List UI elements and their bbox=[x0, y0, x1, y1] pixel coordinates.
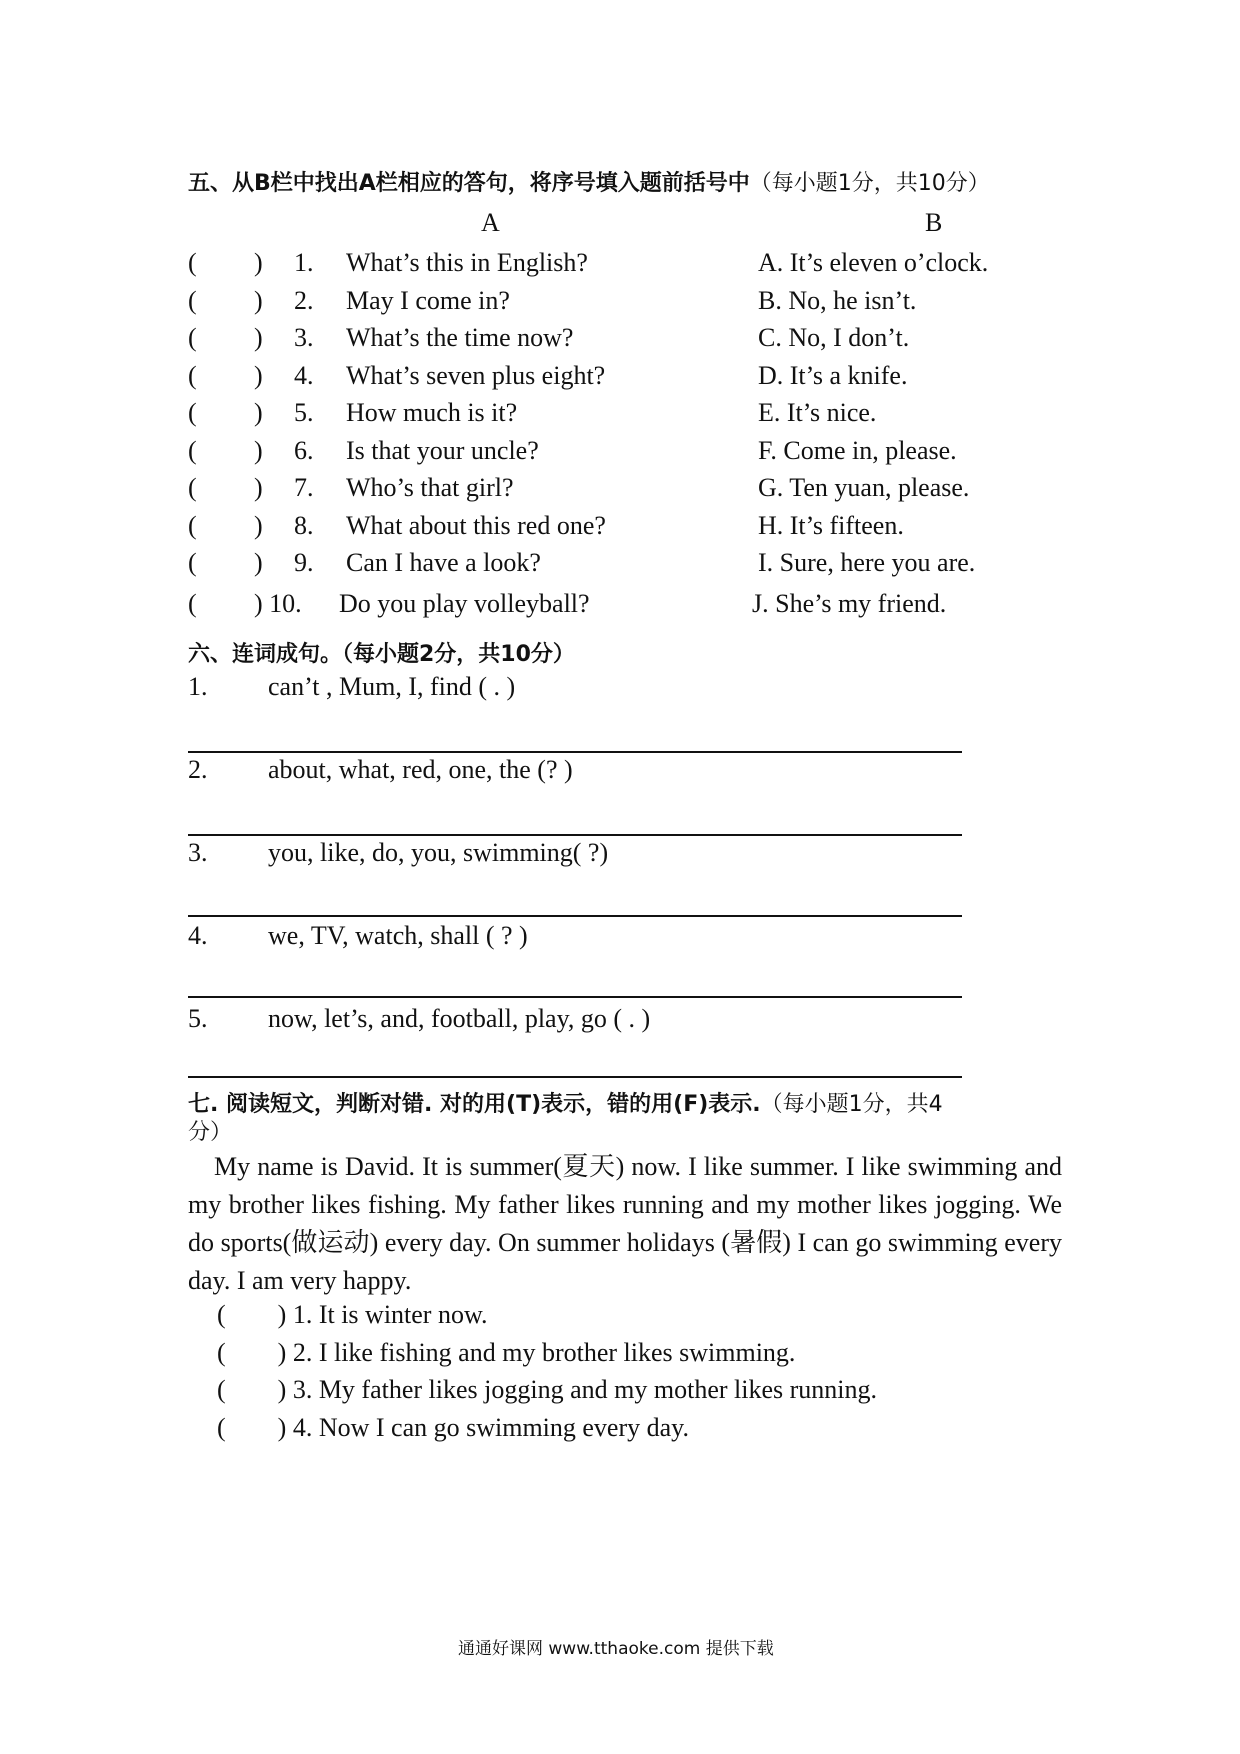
answer-option: D. It’s a knife. bbox=[758, 361, 908, 390]
question-number: 8. bbox=[294, 511, 314, 540]
section7-note-cont: 分） bbox=[188, 1120, 233, 1145]
question-number: 5. bbox=[188, 1004, 208, 1033]
section7-title-row bbox=[188, 1087, 943, 1118]
answer-bracket-close[interactable]: ) bbox=[254, 286, 263, 315]
question-text: What’s this in English? bbox=[346, 248, 588, 277]
section7-title: 七. 阅读短文，判断对错. 对的用(T)表示，错的用(F)表示. bbox=[188, 1092, 761, 1117]
section7-note: （每小题1分，共4 bbox=[760, 1092, 943, 1117]
answer-option: H. It’s fifteen. bbox=[758, 511, 904, 540]
question-text: What about this red one? bbox=[346, 511, 606, 540]
scrambled-words: we, TV, watch, shall ( ? ) bbox=[268, 921, 528, 950]
question-text: What’s the time now? bbox=[346, 323, 574, 352]
answer-option: I. Sure, here you are. bbox=[758, 548, 976, 577]
answer-bracket-open[interactable]: ( bbox=[188, 511, 197, 540]
section5-title: 五、从B栏中找出A栏相应的答句，将序号填入题前括号中 bbox=[188, 171, 750, 196]
section6-title: 六、连词成句。（每小题2分，共10分） bbox=[188, 642, 575, 667]
answer-bracket-close[interactable]: ) bbox=[254, 548, 263, 577]
answer-option: F. Come in, please. bbox=[758, 436, 957, 465]
true-false-item[interactable]: ( ) 3. My father likes jogging and my mother likes running. bbox=[217, 1375, 878, 1404]
column-a-header: A bbox=[481, 208, 500, 237]
question-number: 9. bbox=[294, 548, 314, 577]
question-text: How much is it? bbox=[346, 398, 518, 427]
reading-passage: My name is David. It is summer(夏天) now. I like summer. I like swimming and my brother likes fishing. My father likes running and my mother likes jogging. We do sports(做运动) every day. On summer holidays (暑假) I can go swimming every day. I am very happy. bbox=[188, 1152, 1062, 1295]
true-false-item[interactable]: ( ) 4. Now I can go swimming every day. bbox=[217, 1413, 689, 1442]
answer-line[interactable] bbox=[188, 1076, 962, 1078]
answer-line[interactable] bbox=[188, 834, 962, 836]
scrambled-words: can’t , Mum, I, find ( . ) bbox=[268, 672, 516, 701]
answer-bracket-open[interactable]: ( bbox=[188, 548, 197, 577]
answer-option: C. No, I don’t. bbox=[758, 323, 910, 352]
true-false-item[interactable]: ( ) 1. It is winter now. bbox=[217, 1300, 488, 1329]
answer-bracket-open[interactable]: ( bbox=[188, 361, 197, 390]
answer-bracket-open[interactable]: ( bbox=[188, 248, 197, 277]
question-number: 2. bbox=[294, 286, 314, 315]
question-number: 1. bbox=[294, 248, 314, 277]
answer-bracket-close[interactable]: ) bbox=[254, 511, 263, 540]
scrambled-words: now, let’s, and, football, play, go ( . ) bbox=[268, 1004, 651, 1033]
answer-option: E. It’s nice. bbox=[758, 398, 877, 427]
question-text: What’s seven plus eight? bbox=[346, 361, 606, 390]
section5-note: （每小题1分，共10分） bbox=[749, 171, 990, 196]
question-number: 3. bbox=[294, 323, 314, 352]
question-number: 7. bbox=[294, 473, 314, 502]
question-text: May I come in? bbox=[346, 286, 510, 315]
answer-bracket-open[interactable]: ( bbox=[188, 398, 197, 427]
answer-line[interactable] bbox=[188, 996, 962, 998]
question-text: Can I have a look? bbox=[346, 548, 541, 577]
scrambled-words: about, what, red, one, the (? ) bbox=[268, 755, 573, 784]
question-number: 4. bbox=[188, 921, 208, 950]
answer-bracket-close[interactable]: ) bbox=[254, 248, 263, 277]
scrambled-words: you, like, do, you, swimming( ?) bbox=[268, 838, 609, 867]
question-text: Is that your uncle? bbox=[346, 436, 539, 465]
answer-bracket-close[interactable]: ) bbox=[254, 323, 263, 352]
answer-bracket-open[interactable]: ( bbox=[188, 436, 197, 465]
question-text: Who’s that girl? bbox=[346, 473, 514, 502]
question-number: 2. bbox=[188, 755, 208, 784]
answer-bracket-close[interactable]: ) bbox=[254, 361, 263, 390]
answer-bracket-open[interactable]: ( bbox=[188, 286, 197, 315]
question-number: 1. bbox=[188, 672, 208, 701]
answer-line[interactable] bbox=[188, 915, 962, 917]
answer-bracket-open[interactable]: ( bbox=[188, 473, 197, 502]
answer-bracket-open[interactable]: ( bbox=[188, 589, 197, 618]
section5-title-row bbox=[188, 166, 990, 197]
question-number: 6. bbox=[294, 436, 314, 465]
question-text: Do you play volleyball? bbox=[339, 589, 590, 618]
answer-line[interactable] bbox=[188, 751, 962, 753]
answer-bracket-close[interactable]: ) bbox=[254, 473, 263, 502]
footer-text: 通通好课网 www.tthaoke.com 提供下载 bbox=[458, 1639, 774, 1659]
question-number: ) 10. bbox=[254, 589, 302, 618]
column-b-header: B bbox=[925, 208, 943, 237]
question-number: 3. bbox=[188, 838, 208, 867]
answer-option: B. No, he isn’t. bbox=[758, 286, 917, 315]
answer-bracket-close[interactable]: ) bbox=[254, 436, 263, 465]
answer-bracket-close[interactable]: ) bbox=[254, 398, 263, 427]
answer-option: G. Ten yuan, please. bbox=[758, 473, 970, 502]
question-number: 4. bbox=[294, 361, 314, 390]
answer-option: J. She’s my friend. bbox=[752, 589, 947, 618]
answer-bracket-open[interactable]: ( bbox=[188, 323, 197, 352]
question-number: 5. bbox=[294, 398, 314, 427]
true-false-item[interactable]: ( ) 2. I like fishing and my brother likes swimming. bbox=[217, 1338, 796, 1367]
answer-option: A. It’s eleven o’clock. bbox=[758, 248, 989, 277]
